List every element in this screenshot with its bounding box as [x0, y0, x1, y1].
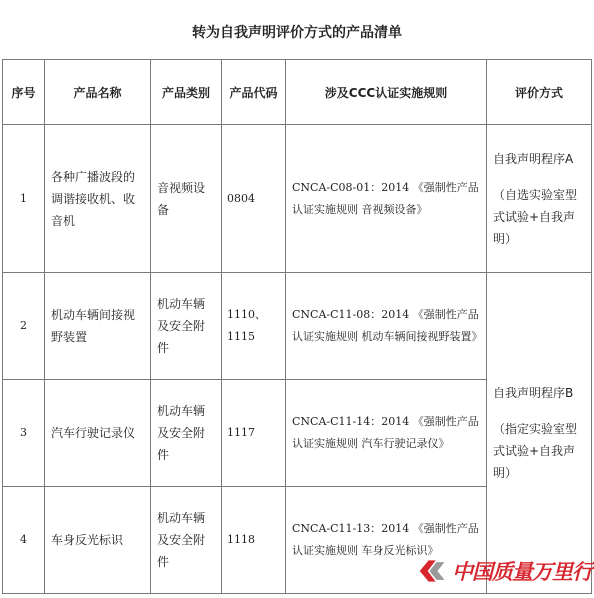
cell-product-name: 机动车辆间接视野装置 [45, 273, 151, 380]
cell-product-code: 0804 [222, 125, 286, 273]
header-evaluation-method: 评价方式 [487, 60, 592, 125]
header-product-category: 产品类别 [151, 60, 222, 125]
table-row [3, 125, 592, 273]
cell-product-code: 1118 [222, 487, 286, 594]
cell-index: 1 [3, 125, 45, 273]
table-row [3, 273, 592, 380]
cell-index: 3 [3, 380, 45, 487]
cell-index: 2 [3, 273, 45, 380]
cell-evaluation-a [487, 125, 592, 273]
product-table [2, 59, 592, 594]
evaluation-a-detail: （自选实验室型式试验+自我声明） [493, 187, 578, 246]
cell-ccc-rule: CNCA-C11-13：2014 《强制性产品认证实施规则 车身反光标识》 [286, 487, 487, 594]
cell-evaluation-b [487, 273, 592, 594]
evaluation-b-name: 自我声明程序B [493, 386, 574, 400]
cell-product-code: 1110、1115 [222, 273, 286, 380]
cell-product-category: 机动车辆及安全附件 [151, 273, 222, 380]
cell-index: 4 [3, 487, 45, 594]
header-product-name: 产品名称 [45, 60, 151, 125]
cell-ccc-rule: CNCA-C08-01：2014 《强制性产品认证实施规则 音视频设备》 [286, 125, 487, 273]
cell-product-category: 音视频设备 [151, 125, 222, 273]
cell-product-code: 1117 [222, 380, 286, 487]
evaluation-b-detail: （指定实验室型式试验+自我声明） [493, 422, 578, 480]
cell-product-name: 各种广播波段的调谐接收机、收音机 [45, 125, 151, 273]
cell-product-category: 机动车辆及安全附件 [151, 487, 222, 594]
watermark-text: 中国质量万里行 [452, 559, 592, 584]
table-header-row [3, 60, 592, 125]
cell-ccc-rule: CNCA-C11-14：2014 《强制性产品认证实施规则 汽车行驶记录仪》 [286, 380, 487, 487]
cell-product-name: 汽车行驶记录仪 [45, 380, 151, 487]
watermark [418, 551, 592, 591]
evaluation-a-name: 自我声明程序A [493, 151, 574, 166]
cell-ccc-rule: CNCA-C11-08：2014 《强制性产品认证实施规则 机动车辆间接视野装置》 [286, 273, 487, 380]
header-ccc-rule: 涉及CCC认证实施规则 [286, 60, 487, 125]
page-title: 转为自我声明评价方式的产品清单 [192, 25, 402, 41]
header-index: 序号 [3, 60, 45, 125]
cell-product-name: 车身反光标识 [45, 487, 151, 594]
watermark-logo-icon [418, 555, 448, 587]
cell-product-category: 机动车辆及安全附件 [151, 380, 222, 487]
header-product-code: 产品代码 [222, 60, 286, 125]
